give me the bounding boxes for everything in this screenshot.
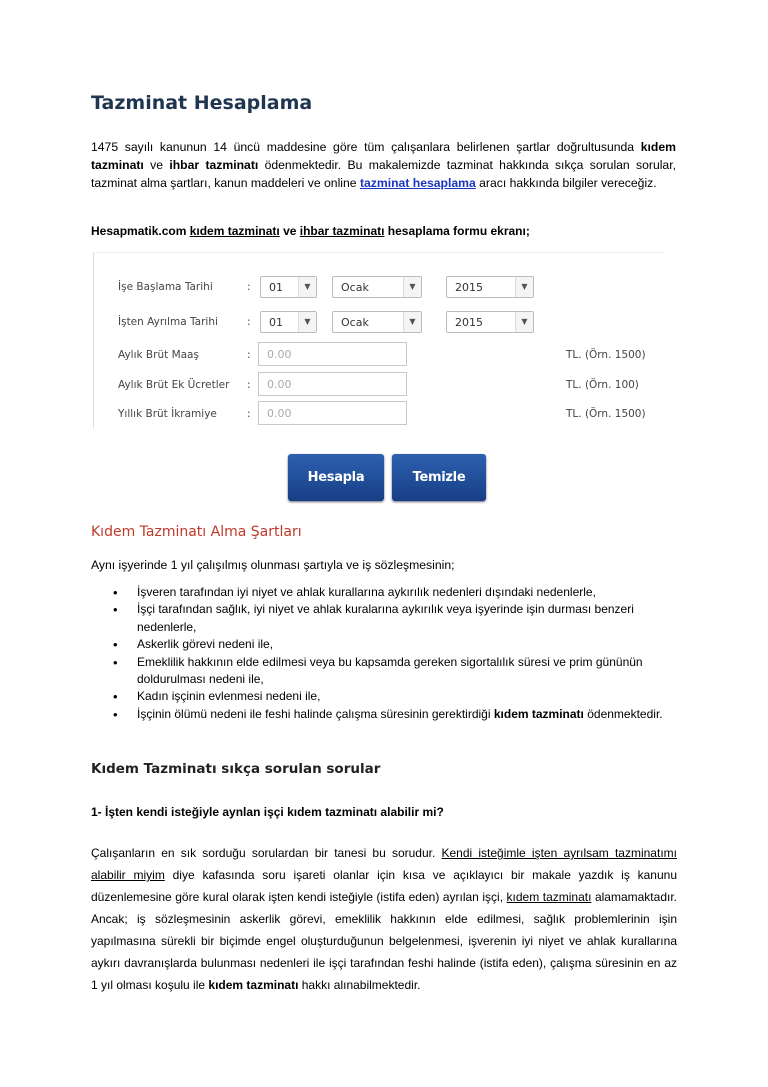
kidem-link[interactable]: kıdem tazminatı <box>189 224 280 238</box>
conditions-list <box>91 584 681 723</box>
chevron-down-icon: ▼ <box>298 277 316 297</box>
calculate-button[interactable]: Hesapla <box>288 454 384 501</box>
clear-button[interactable]: Temizle <box>392 454 486 501</box>
list-item: • Emeklilik hakkının elde edilmesi veya bu kapsamda gereken sigortalılık süresi ve prim gününün doldurulması nedeni ile, <box>91 654 681 689</box>
chevron-down-icon: ▼ <box>403 277 421 297</box>
list-item: • İşçinin ölümü nedeni ile feshi halinde çalışma süresinin gerektirdiği kıdem tazminatı ödenmektedir. <box>91 706 681 723</box>
chevron-down-icon: ▼ <box>515 277 533 297</box>
conditions-lead: Aynı işyerinde 1 yıl çalışılmış olunması şartıyla ve iş sözleşmesinin; <box>91 558 455 572</box>
extra-pay-row: Aylık Brüt Ek Ücretler : 0.00 TL. (Örn. 100) <box>94 371 664 401</box>
section-heading-faq: Kıdem Tazminatı sıkça sorulan sorular <box>91 761 381 777</box>
calculation-form <box>93 252 664 429</box>
intro-paragraph: 1475 sayılı kanunun 14 üncü maddesine göre tüm çalışanlara belirlenen şartlar doğrultusunda kıdem tazminatı ve ihbar tazminatı ödenmektedir. Bu makalemizde tazminat hakkında sıkça sorulan sorular, tazminat alma şartları, kanun maddeleri ve online tazminat hesaplama aracı hakkında bilgiler vereceğiz. <box>91 140 676 190</box>
end-month-select[interactable]: Ocak ▼ <box>332 311 422 333</box>
monthly-salary-row: Aylık Brüt Maaş : 0.00 TL. (Örn. 1500) <box>94 341 664 371</box>
end-year-select[interactable]: 2015 ▼ <box>446 311 534 333</box>
kidem-tazminati-link[interactable]: kıdem tazminatı <box>506 890 592 904</box>
form-intro: Hesapmatik.com kıdem tazminatı ve ihbar tazminatı hesaplama formu ekranı; <box>91 224 530 238</box>
section-heading-conditions: Kıdem Tazminatı Alma Şartları <box>91 524 302 540</box>
faq-link[interactable]: Kendi isteğimle işten ayrılsam tazminatımı alabilir miyim <box>91 846 677 882</box>
end-date-label: İşten Ayrılma Tarihi <box>118 316 218 328</box>
chevron-down-icon: ▼ <box>403 312 421 332</box>
chevron-down-icon: ▼ <box>515 312 533 332</box>
extra-pay-input[interactable]: 0.00 <box>258 372 407 396</box>
faq-question-1: 1- İşten kendi isteğiyle aynlan işçi kıdem tazminatı alabilir mi? <box>91 805 444 819</box>
start-month-select[interactable]: Ocak ▼ <box>332 276 422 298</box>
bonus-row: Yıllık Brüt İkramiye : 0.00 TL. (Örn. 1500) <box>94 400 664 430</box>
end-day-select[interactable]: 01 ▼ <box>260 311 317 333</box>
ihbar-link[interactable]: ihbar tazminatı <box>299 224 385 238</box>
list-item: • İşveren tarafından iyi niyet ve ahlak kurallarına aykırılık nedenleri dışındaki nedenlerle, <box>91 584 681 601</box>
start-date-row: İşe Başlama Tarihi : 01 ▼ Ocak ▼ 2015 ▼ <box>94 273 664 303</box>
faq-answer-1: Çalışanların en sık sorduğu sorulardan bir tanesi bu sorudur. Kendi isteğimle işten ayrılsam tazminatımı alabilir miyim diye kafasında soru işareti olanlar için kısa ve açıklayıcı bir makale yazdık iş kanunu düzenlemesine göre kural olarak işten kendi isteğiyle (istifa eden) ayrılan işçi, kıdem tazminatı alamamaktadır. Ancak; iş sözleşmesinin askerlik görevi, emeklilik hakkının elde edilmesi, sağlık problemlerinin işin yapılmasına sürekli bir biçimde engel oluşturduğunun belgelenmesi, işverenin iyi niyet ve ahlak kurallarına aykırı davranışlarda bulunması nedenleri ile işçi tarafından feshi halinde (istifa eden), çalışma süresinin en az 1 yıl olması koşulu ile kıdem tazminatı hakkı alınabilmektedir. <box>91 846 678 992</box>
list-item: • İşçi tarafından sağlık, iyi niyet ve ahlak kuralarına aykırılık veya işyerinde işin durması benzeri nedenlerle, <box>91 601 681 636</box>
bonus-input[interactable]: 0.00 <box>258 401 407 425</box>
page-title: Tazminat Hesaplama <box>91 92 313 114</box>
end-date-row: İşten Ayrılma Tarihi : 01 ▼ Ocak ▼ 2015 ▼ <box>94 308 664 338</box>
start-year-select[interactable]: 2015 ▼ <box>446 276 534 298</box>
monthly-salary-input[interactable]: 0.00 <box>258 342 407 366</box>
start-date-label: İşe Başlama Tarihi <box>118 281 213 293</box>
chevron-down-icon: ▼ <box>298 312 316 332</box>
tazminat-hesaplama-link[interactable]: tazminat hesaplama <box>359 176 476 190</box>
list-item: • Askerlik görevi nedeni ile, <box>91 636 681 653</box>
start-day-select[interactable]: 01 ▼ <box>260 276 317 298</box>
list-item: • Kadın işçinin evlenmesi nedeni ile, <box>91 688 681 705</box>
